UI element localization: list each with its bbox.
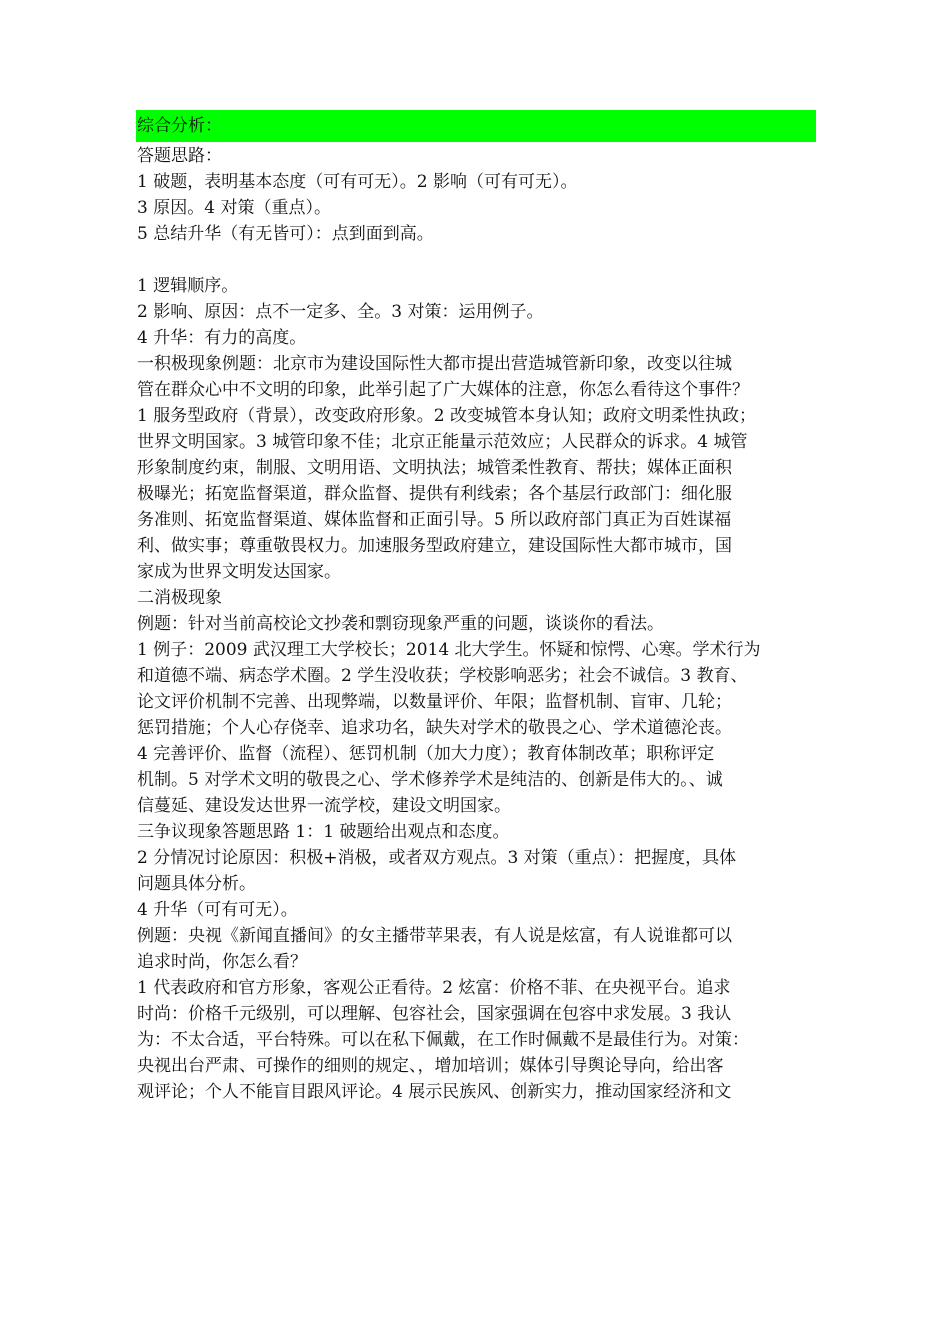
text-line: 1 逻辑顺序。 [137, 276, 239, 296]
text-line: 为：不太合适，平台特殊。可以在私下佩戴，在工作时佩戴不是最佳行为。对策： [137, 1030, 749, 1050]
section-heading: 综合分析： [137, 116, 222, 136]
text-line: 追求时尚，你怎么看？ [137, 952, 307, 972]
text-line: 家成为世界文明发达国家。 [137, 562, 341, 582]
text-line: 和道德不端、病态学术圈。2 学生没收获；学校影响恶劣；社会不诚信。3 教育、 [137, 666, 748, 686]
text-line: 一积极现象例题：北京市为建设国际性大都市提出营造城管新印象，改变以往城 [137, 354, 732, 374]
text-line: 二消极现象 [137, 588, 222, 608]
section-heading-highlight [136, 110, 816, 142]
text-line [137, 247, 817, 273]
text-line: 1 服务型政府（背景），改变政府形象。2 改变城管本身认知；政府文明柔性执政； [137, 406, 756, 426]
text-line: 惩罚措施；个人心存侥幸、追求功名，缺失对学术的敬畏之心、学术道德沦丧。 [137, 718, 732, 738]
text-line: 4 完善评价、监督（流程）、惩罚机制（加大力度）；教育体制改革；职称评定 [137, 744, 715, 764]
text-line: 1 代表政府和官方形象，客观公正看待。2 炫富：价格不菲、在央视平台。追求 [137, 978, 731, 998]
text-line: 信蔓延、建设发达世界一流学校，建设文明国家。 [137, 796, 511, 816]
text-line: 时尚：价格千元级别，可以理解、包容社会，国家强调在包容中求发展。3 我认 [137, 1004, 732, 1024]
document-body [137, 143, 817, 1105]
text-line: 5 总结升华（有无皆可）：点到面到高。 [137, 224, 434, 244]
text-line: 机制。5 对学术文明的敬畏之心、学术修养学术是纯洁的、创新是伟大的。、诚 [137, 770, 723, 790]
text-line: 极曝光；拓宽监督渠道，群众监督、提供有利线索；各个基层行政部门：细化服 [137, 484, 732, 504]
text-line: 答题思路： [137, 146, 222, 166]
text-line: 1 例子：2009 武汉理工大学校长；2014 北大学生。怀疑和惊愕、心寒。学术行为 [137, 640, 761, 660]
text-line: 问题具体分析。 [137, 874, 256, 894]
text-line: 3 原因。4 对策（重点）。 [137, 198, 331, 218]
text-line: 1 破题，表明基本态度（可有可无）。2 影响（可有可无）。 [137, 172, 578, 192]
text-line: 利、做实事；尊重敬畏权力。加速服务型政府建立，建设国际性大都市城市，国 [137, 536, 732, 556]
text-line: 形象制度约束，制服、文明用语、文明执法；城管柔性教育、帮扶；媒体正面积 [137, 458, 732, 478]
text-line: 论文评价机制不完善、出现弊端，以数量评价、年限；监督机制、盲审、几轮； [137, 692, 732, 712]
text-line: 世界文明国家。3 城管印象不佳；北京正能量示范效应；人民群众的诉求。4 城管 [137, 432, 748, 452]
text-line: 2 影响、原因：点不一定多、全。3 对策：运用例子。 [137, 302, 544, 322]
text-line: 管在群众心中不文明的印象，此举引起了广大媒体的注意，你怎么看待这个事件？ [137, 380, 749, 400]
text-line: 三争议现象答题思路 1：1 破题给出观点和态度。 [137, 822, 510, 842]
text-line: 4 升华（可有可无）。 [137, 900, 298, 920]
text-line: 例题：央视《新闻直播间》的女主播带苹果表，有人说是炫富，有人说谁都可以 [137, 926, 732, 946]
text-line: 4 升华：有力的高度。 [137, 328, 307, 348]
text-line: 务准则、拓宽监督渠道、媒体监督和正面引导。5 所以政府部门真正为百姓谋福 [137, 510, 732, 530]
text-line: 例题：针对当前高校论文抄袭和剽窃现象严重的问题，谈谈你的看法。 [137, 614, 664, 634]
text-line: 观评论；个人不能盲目跟风评论。4 展示民族风、创新实力，推动国家经济和文 [137, 1082, 732, 1102]
text-line: 2 分情况讨论原因：积极+消极，或者双方观点。3 对策（重点）：把握度，具体 [137, 848, 737, 868]
text-line: 央视出台严肃、可操作的细则的规定、，增加培训；媒体引导舆论导向，给出客 [137, 1056, 724, 1076]
